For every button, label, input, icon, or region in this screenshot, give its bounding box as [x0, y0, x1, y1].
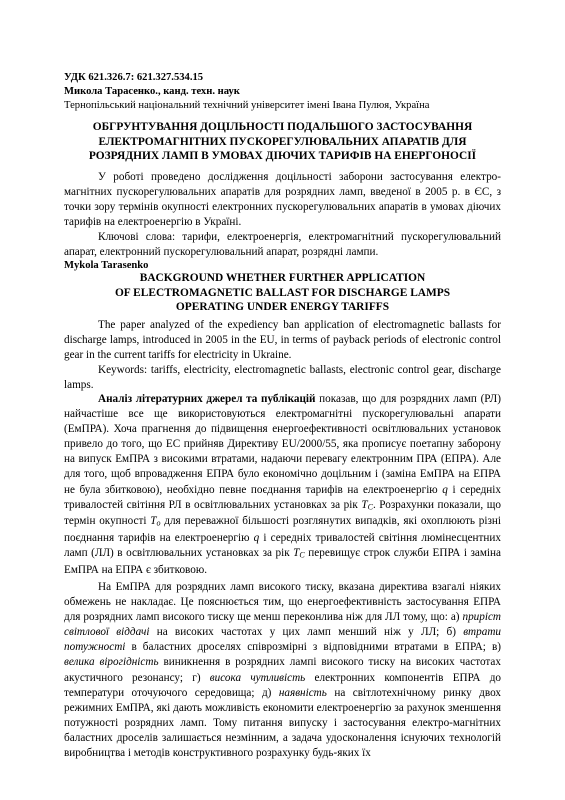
keywords-en: Keywords: tariffs, electricity, electromagnetic ballasts, electronic control gear, discharge lamps. [64, 364, 501, 391]
section-lead: Аналіз літературних джерел та публікацій [98, 393, 316, 405]
abstract-en: The paper analyzed of the expediency ban application of electromagnetic ballasts for discharge lamps, introduced in 2005 in the EU, in terms of payback periods of electronic control gear in the current tariffs for electricity in Ukraine. [64, 319, 501, 361]
body-text: . Розрахунки показали, що термін окупності [64, 498, 501, 528]
emphasis-text: втрати потужності [64, 626, 501, 654]
body-text: для переважної більшості розглянутих випадків, які охоплюють різні поєднання тарифів на електроенергію [64, 515, 501, 545]
body-text: На ЕмПРА для розрядних ламп високого тиску, вказана директива взагалі ніяких обмежень не накладає. Це пояснюється тим, що енергоефективність застосування ЕПРА для розрядних ламп високого тиску ще менш переконлива ніж для ЛЛ тому, що: а) [64, 580, 501, 624]
body-text: виникнення в розрядних лампі високого тиску на високих частотах акустичного резонансу; г) [64, 656, 501, 684]
math-subscript: o [156, 518, 161, 528]
title-en-line: OPERATING UNDER ENERGY TARIFFS [175, 301, 390, 314]
author-ua: Микола Тарасенко., канд. техн. наук [64, 86, 240, 97]
abstract-en-block [64, 318, 501, 393]
header-block [64, 71, 501, 113]
keywords-ua: Ключові слова: тарифи, електроенергія, електромагнітний пускорегулювальний апарат, електронний пускорегулювальний апарат, розрядні лампи. [64, 231, 501, 258]
main-body [64, 392, 501, 761]
body-text: і середніх тривалостей світіння РЛ в освітлювальних установках за рік [64, 483, 501, 511]
math-symbol: T [150, 515, 157, 528]
emphasis-text: велика вірогідність [64, 656, 159, 669]
body-text: електронних компонентів ЕПРА до температури оточуючого середовища; д) [64, 671, 502, 699]
title-ua [64, 120, 501, 164]
body-text: показав, що для розрядних ламп (РЛ) найчастіше все ще використовуються електромагнітні пускорегулювальні апарати (ЕмПРА). Хоча прагнення до підвищення енергоефективності освітлювальних установок привело до того, що ЕС прийняв Директиву EU/2000/55, яка прописує поетапну заборону на випуск ЕмПРА з високими втратами, надаючи перевагу електронним ПРА (ЕПРА). Але для того, щоб впровадження ЕПРА було економічно доцільним і (заміна ЕмПРА на ЕПРА не була збитковою), необхідно певне поєднання тарифів на електроенергію [64, 393, 501, 496]
math-subscript: C [299, 550, 305, 560]
title-ua-line: ЕЛЕКТРОМАГНІТНИХ ПУСКОРЕГУЛЮВАЛЬНИХ АПАРАТІВ ДЛЯ [98, 135, 467, 148]
abstract-ua: У роботі проведено дослідження доцільності заборони застосування електро-магнітних пускорегулювальних апаратів для розрядних ламп, введеної в 2005 р. в ЄС, з точки зору термінів окупності електронних пускорегулювальних апаратів в умовах діючих тарифів на електроенергію в Україні. [64, 171, 501, 228]
math-symbol: q [442, 483, 448, 496]
math-symbol: T [361, 498, 368, 511]
math-symbol: T [293, 547, 300, 560]
title-en [64, 271, 501, 315]
affiliation: Тернопільський національний технічний університет імені Івана Пулюя, Україна [64, 100, 430, 111]
body-text: на високих частотах у цих ламп менший ніж у ЛЛ; б) [149, 626, 464, 639]
abstract-ua-block [64, 170, 501, 260]
title-en-line: BACKGROUND WHETHER FURTHER APPLICATION [139, 272, 426, 284]
udc-code: УДК 621.326.7: 621.327.534.15 [64, 72, 204, 83]
title-ua-line: ОБГРУНТУВАННЯ ДОЦІЛЬНОСТІ ПОДАЛЬШОГО ЗАСТОСУВАННЯ [92, 121, 473, 133]
body-text: перевищує строк служби ЕПРА і заміна ЕмПРА на ЕПРА є збитковою. [64, 547, 501, 576]
body-text: на світлотехнічному ринку двох режимних ЕмПРА, які дають можливість економити електроенергію за рахунок зменшення потужності розрядних ламп. Тому питання випуску і застосування електро-магнітних баластних дроселів залишається незмінним, а задача удосконалення існуючих технологій виробництва і методів конструктивного розрахунку будь-яких їх [64, 686, 501, 759]
author-en: Mykola Tarasenko [64, 260, 149, 271]
math-subscript: C [367, 502, 373, 512]
body-paragraph-2 [64, 580, 501, 761]
title-en-line: OF ELECTROMAGNETIC BALLAST FOR DISCHARGE LAMPS [114, 286, 451, 299]
body-text: в баластних дроселях співрозмірні з відповідними втратами в ЕПРА; в) [125, 641, 501, 654]
emphasis-text: приріст світлової віддачі [64, 611, 501, 639]
title-ua-line: РОЗРЯДНИХ ЛАМП В УМОВАХ ДІЮЧИХ ТАРИФІВ НА ЕНЕРГОНОСІЇ [88, 150, 477, 163]
emphasis-text: наявність [278, 686, 327, 699]
emphasis-text: висока чутливість [209, 671, 306, 684]
body-paragraph-1 [64, 392, 501, 578]
body-text: і середніх тривалостей світіння люмінесцентних ламп (ЛЛ) в освітлювальних установках за рік [64, 532, 501, 560]
math-symbol: q [253, 532, 260, 545]
